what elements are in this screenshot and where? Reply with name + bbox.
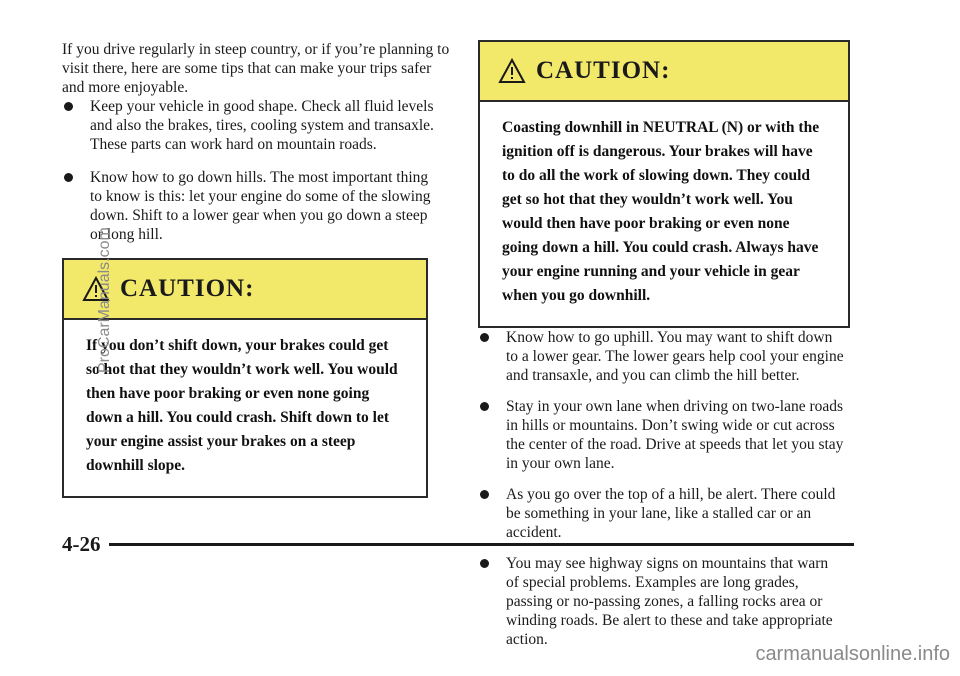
caution-title: CAUTION: xyxy=(536,57,671,84)
intro-paragraph: If you drive regularly in steep country, or if you’re planning to visit there, here are some tips that can make your trips safer and more enjoyable. xyxy=(62,41,450,96)
side-watermark-text: ProCarManuals.com xyxy=(96,227,113,373)
list-item xyxy=(62,168,434,244)
bullet-icon xyxy=(64,102,73,111)
page-footer xyxy=(62,532,854,557)
page-number: 4-26 xyxy=(62,532,101,556)
bullet-icon xyxy=(480,490,489,499)
caution-text: Coasting downhill in NEUTRAL (N) or with the ignition off is dangerous. Your brakes will have to do all the work of slowing down. They could get so hot that they wouldn’t work well. You would then have poor braking or even none going down a hill. You could crash. Always have your engine running and your vehicle in gear when you go downhill. xyxy=(502,119,820,304)
list-item xyxy=(478,554,844,649)
caution-title: CAUTION: xyxy=(120,275,255,302)
list-item xyxy=(62,97,434,154)
list-item-text: You may see highway signs on mountains that warn of special problems. Examples are long grades, passing or no-passing zones, a falling rocks area or winding roads. Be alert to these and take appropriate action. xyxy=(506,555,833,648)
caution-box-left xyxy=(62,258,428,498)
list-item-text: Stay in your own lane when driving on two-lane roads in hills or mountains. Don’t swing wide or cut across the center of the road. Drive at speeds that let you stay in your own lane. xyxy=(506,398,844,472)
warning-triangle-icon xyxy=(498,58,526,84)
right-column xyxy=(478,40,858,661)
left-bullet-list xyxy=(62,97,434,244)
bottom-watermark: carmanualsonline.info xyxy=(755,643,950,665)
right-bullet-list xyxy=(478,328,844,649)
caution-box-right xyxy=(478,40,850,328)
bullet-icon xyxy=(480,333,489,342)
list-item-text: As you go over the top of a hill, be alert. There could be something in your lane, like a stalled car or an accident. xyxy=(506,486,836,541)
list-item xyxy=(478,397,844,473)
caution-text: If you don’t shift down, your brakes could get so hot that they wouldn’t work well. You would then have poor braking or even none going down a hill. You could crash. Shift down to let your engine assist your brakes on a steep downhill slope. xyxy=(86,337,398,474)
list-item-text: Keep your vehicle in good shape. Check all fluid levels and also the brakes, tires, cooling system and transaxle. These parts can work hard on mountain roads. xyxy=(90,98,434,153)
side-watermark xyxy=(92,195,112,375)
bullet-icon xyxy=(480,559,489,568)
list-item-text: Know how to go down hills. The most important thing to know is this: let your engine do some of the slowing down. Shift to a lower gear when you go down a steep or long hill. xyxy=(90,169,431,243)
bullet-icon xyxy=(64,173,73,182)
list-item-text: Know how to go uphill. You may want to shift down to a lower gear. The lower gears help cool your engine and transaxle, and you can climb the hill better. xyxy=(506,329,844,384)
caution-header xyxy=(64,260,426,320)
left-column xyxy=(62,40,462,498)
caution-header xyxy=(480,42,848,102)
bullet-icon xyxy=(480,402,489,411)
list-item xyxy=(478,328,844,385)
footer-rule xyxy=(109,543,855,546)
